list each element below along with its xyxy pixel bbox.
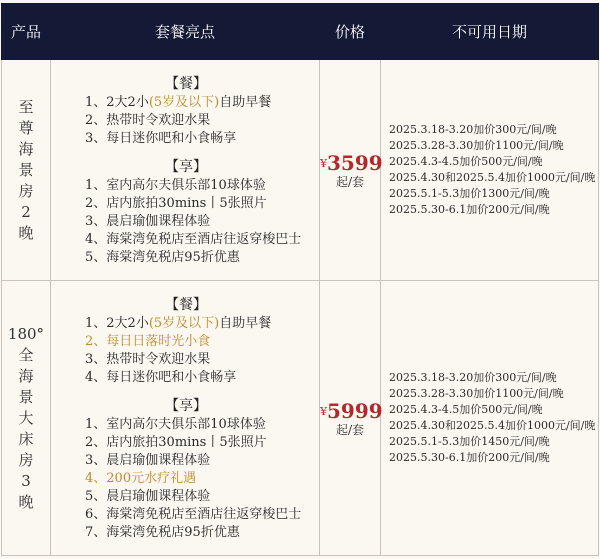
enjoy-item: 6、海棠湾免税店至酒店往返穿梭巴士 [85,507,302,522]
price-unit: 起/套 [335,423,365,437]
enjoy-item: 1、室内高尔夫俱乐部10球体验 [85,417,266,432]
price-cell [320,281,381,556]
header-product: 产品 [2,4,51,60]
product-name-char: 大 [18,408,34,427]
surcharge-line: 2025.3.28-3.30加价1100元/间/晚 [389,139,564,152]
table-row [2,281,599,556]
product-name-char: 房 [18,450,34,469]
food-item: 4、每日迷你吧和小食畅享 [85,370,237,385]
food-item [59,315,313,333]
enjoy-item: 3、晨启瑜伽课程体验 [85,214,211,229]
price-currency: ¥ [320,405,327,418]
enjoy-item: 5、海棠湾免税店95折优惠 [85,250,240,265]
surcharge-line: 2025.4.30和2025.5.4加价1000元/间/晚 [389,419,596,432]
enjoy-item: 3、晨启瑜伽课程体验 [85,453,211,468]
price-cell [320,60,381,281]
product-name-char: 晚 [18,492,34,511]
enjoy-item: 4、海棠湾免税店至酒店往返穿梭巴士 [85,232,302,247]
food-item: 3、每日迷你吧和小食畅享 [85,131,237,146]
food-item: 3、热带时令欢迎水果 [85,352,211,367]
product-name-char: 景 [18,387,34,406]
header-unavailable-dates: 不可用日期 [381,4,599,60]
food-item-text: 自助早餐 [219,316,272,331]
product-name-char: 床 [18,429,34,448]
surcharge-line: 2025.5.30-6.1加价200元/间/晚 [389,451,550,464]
package-table [1,3,599,556]
food-item [59,94,313,112]
product-name-char: 海 [18,139,34,158]
product-name-char: 房 [18,181,34,200]
food-section-title: 【餐】 [165,297,207,313]
enjoy-item: 4、200元水疗礼遇 [85,471,197,486]
highlights-cell [51,60,320,281]
price-currency: ¥ [320,157,327,170]
product-name-char: 海 [18,366,34,385]
food-section-title: 【餐】 [165,76,207,92]
enjoy-section-title: 【享】 [165,398,207,414]
product-name-char: 至 [18,97,34,116]
unavailable-dates-cell [381,281,599,556]
food-item-age-note: (5岁及以下) [148,316,220,331]
food-item: 2、热带时令欢迎水果 [85,113,211,128]
table-row [2,60,599,281]
surcharge-line: 2025.4.3-4.5加价500元/间/晚 [389,155,543,168]
surcharge-line: 2025.5.1-5.3加价1300元/间/晚 [389,187,550,200]
surcharge-line: 2025.3.18-3.20加价300元/间/晚 [389,123,557,136]
header-highlights: 套餐亮点 [51,4,320,60]
unavailable-dates-cell [381,60,599,281]
product-name-char: 景 [18,160,34,179]
table-header-row [2,4,599,60]
enjoy-item: 1、室内高尔夫俱乐部10球体验 [85,178,266,193]
surcharge-line: 2025.4.30和2025.5.4加价1000元/间/晚 [389,171,596,184]
enjoy-item: 2、店内旅拍30mins丨5张照片 [85,196,267,211]
product-name-cell [2,60,51,281]
product-name-char: 晚 [18,223,34,242]
header-price: 价格 [320,4,381,60]
food-item-text: 1、2大2小 [85,316,149,331]
price-amount: 5999 [327,399,383,423]
product-name-char: 3 [21,471,31,490]
surcharge-line: 2025.5.1-5.3加价1450元/间/晚 [389,435,550,448]
product-name-char: 尊 [18,118,34,137]
surcharge-line: 2025.3.28-3.30加价1100元/间/晚 [389,387,564,400]
food-item-text: 1、2大2小 [85,95,149,110]
food-item: 2、每日日落时光小食 [85,334,211,349]
price-unit: 起/套 [335,175,365,189]
product-name-char: 2 [21,202,31,221]
food-item-age-note: (5岁及以下) [148,95,220,110]
surcharge-line: 2025.4.3-4.5加价500元/间/晚 [389,403,543,416]
product-name-cell [2,281,51,556]
highlights-cell [51,281,320,556]
product-name-char: 全 [18,345,34,364]
surcharge-line: 2025.5.30-6.1加价200元/间/晚 [389,203,550,216]
food-item-text: 自助早餐 [219,95,272,110]
enjoy-section-title: 【享】 [165,159,207,175]
enjoy-item: 2、店内旅拍30mins丨5张照片 [85,435,267,450]
enjoy-item: 5、晨启瑜伽课程体验 [85,489,211,504]
price-amount: 3599 [327,151,383,175]
product-name-char: 180° [7,324,45,343]
surcharge-line: 2025.3.18-3.20加价300元/间/晚 [389,371,557,384]
enjoy-item: 7、海棠湾免税店95折优惠 [85,525,240,540]
